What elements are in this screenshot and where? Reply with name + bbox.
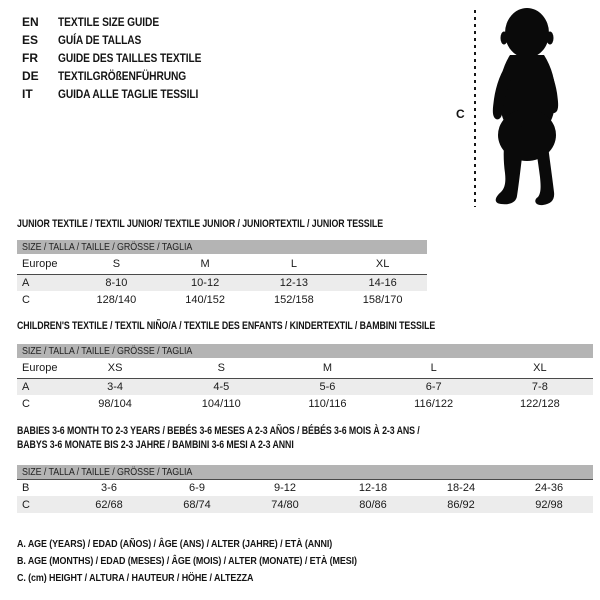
size-band-row xyxy=(17,240,427,254)
table-cell: 62/68 xyxy=(65,496,153,513)
size-band-row xyxy=(17,465,593,479)
footnote-height-cm: C. (cm) HEIGHT / ALTURA / HAUTEUR / HÖHE / ALTEZZA xyxy=(17,571,254,584)
table-cell: C xyxy=(22,293,30,306)
language-code: DE xyxy=(22,69,39,83)
table-cell: 18-24 xyxy=(417,479,505,496)
table-cell: XL xyxy=(375,257,390,270)
table-cell: 3-4 xyxy=(62,378,168,395)
table-cell: 7-8 xyxy=(487,378,593,395)
table-cell: 74/80 xyxy=(241,496,329,513)
language-row-it xyxy=(22,85,227,103)
table-cell: A xyxy=(17,378,62,395)
legend-footnotes xyxy=(17,535,417,586)
table-row xyxy=(17,254,427,274)
table-row xyxy=(17,291,427,308)
table-cell: 14-16 xyxy=(338,274,427,291)
table-cell: A xyxy=(17,274,72,291)
guide-title-en: TEXTILE SIZE GUIDE xyxy=(58,15,160,29)
footnote-age-years: A. AGE (YEARS) / EDAD (AÑOS) / ÂGE (ANS) / ALTER (JAHRE) / ETÀ (ANNI) xyxy=(17,537,333,550)
babies-size-table xyxy=(17,465,593,513)
table-cell: 104/110 xyxy=(201,397,241,410)
table-cell: 92/98 xyxy=(505,496,593,513)
children-table-title: CHILDREN'S TEXTILE / TEXTIL NIÑO/A / TEXTILE DES ENFANTS / KINDERTEXTIL / BAMBINI TESSILE xyxy=(17,320,436,332)
table-cell: XL xyxy=(533,361,547,374)
table-cell: 6-7 xyxy=(381,378,487,395)
table-row xyxy=(17,395,593,412)
size-band-label: SIZE / TALLA / TAILLE / GRÖSSE / TAGLIA xyxy=(17,240,427,254)
language-code: IT xyxy=(22,87,33,101)
babies-table-title-line1: BABIES 3-6 MONTH TO 2-3 YEARS / BEBÉS 3-6 MESES A 2-3 AÑOS / BÉBÉS 3-6 MOIS À 2-3 ANS / xyxy=(17,425,420,437)
table-cell: M xyxy=(200,257,210,270)
language-row-en xyxy=(22,13,227,31)
toddler-silhouette-icon xyxy=(482,7,574,207)
size-band-row xyxy=(17,344,593,358)
table-cell: 116/122 xyxy=(414,397,454,410)
table-cell: S xyxy=(217,361,225,374)
table-row xyxy=(17,496,593,513)
language-row-es xyxy=(22,31,227,49)
table-cell: 24-36 xyxy=(505,479,593,496)
language-code: EN xyxy=(22,15,39,29)
height-marker-label: C xyxy=(456,107,465,121)
table-cell: 3-6 xyxy=(65,479,153,496)
table-cell: S xyxy=(112,257,121,270)
table-cell: L xyxy=(430,361,437,374)
guide-title-de: TEXTILGRÖßENFÜHRUNG xyxy=(58,69,187,83)
table-cell: 9-12 xyxy=(241,479,329,496)
table-cell: 68/74 xyxy=(153,496,241,513)
children-size-table xyxy=(17,344,593,412)
table-cell: 98/104 xyxy=(98,397,132,410)
table-cell: 110/116 xyxy=(308,397,347,410)
table-cell: 122/128 xyxy=(519,397,560,410)
guide-title-it: GUIDA ALLE TAGLIE TESSILI xyxy=(58,87,199,101)
table-cell: 6-9 xyxy=(153,479,241,496)
table-cell: 12-13 xyxy=(250,274,339,291)
table-cell: L xyxy=(290,257,297,270)
table-cell: 12-18 xyxy=(329,479,417,496)
table-cell: B xyxy=(17,479,65,496)
table-row xyxy=(17,479,593,496)
footnote-age-months: B. AGE (MONTHS) / EDAD (MESES) / ÂGE (MOIS) / ALTER (MONATE) / ETÀ (MESI) xyxy=(17,554,357,567)
language-row-de xyxy=(22,67,227,85)
table-row xyxy=(17,378,593,395)
size-band-label: SIZE / TALLA / TAILLE / GRÖSSE / TAGLIA xyxy=(17,344,593,358)
babies-table-title-line2: BABYS 3-6 MONATE BIS 2-3 JAHRE / BAMBINI 3-6 MESI A 2-3 ANNI xyxy=(17,439,294,451)
table-cell: 86/92 xyxy=(417,496,505,513)
table-cell: Europe xyxy=(22,257,58,270)
table-cell: 128/140 xyxy=(96,293,137,306)
table-cell: 8-10 xyxy=(72,274,161,291)
table-cell: 80/86 xyxy=(329,496,417,513)
table-row xyxy=(17,358,593,378)
table-cell: 152/158 xyxy=(273,293,314,306)
junior-size-table xyxy=(17,240,427,308)
height-measure-dashed-line xyxy=(474,10,476,207)
table-cell: Europe xyxy=(22,361,58,374)
guide-title-es: GUÍA DE TALLAS xyxy=(58,33,142,47)
language-code: FR xyxy=(22,51,38,65)
size-band-label: SIZE / TALLA / TAILLE / GRÖSSE / TAGLIA xyxy=(17,465,593,479)
table-cell: 5-6 xyxy=(274,378,380,395)
junior-table-title: JUNIOR TEXTILE / TEXTIL JUNIOR/ TEXTILE JUNIOR / JUNIORTEXTIL / JUNIOR TESSILE xyxy=(17,218,384,230)
table-cell: 158/170 xyxy=(362,293,403,306)
table-cell: M xyxy=(322,361,333,374)
table-cell: XS xyxy=(107,361,123,374)
table-cell: C xyxy=(17,496,65,513)
table-cell: C xyxy=(22,397,30,410)
language-row-fr xyxy=(22,49,227,67)
table-row xyxy=(17,274,427,291)
table-cell: 140/152 xyxy=(185,293,225,306)
language-code: ES xyxy=(22,33,39,47)
language-title-list xyxy=(22,13,227,103)
babies-table-title xyxy=(17,424,600,452)
table-cell: 4-5 xyxy=(168,378,274,395)
table-cell: 10-12 xyxy=(161,274,250,291)
guide-title-fr: GUIDE DES TAILLES TEXTILE xyxy=(58,51,202,65)
